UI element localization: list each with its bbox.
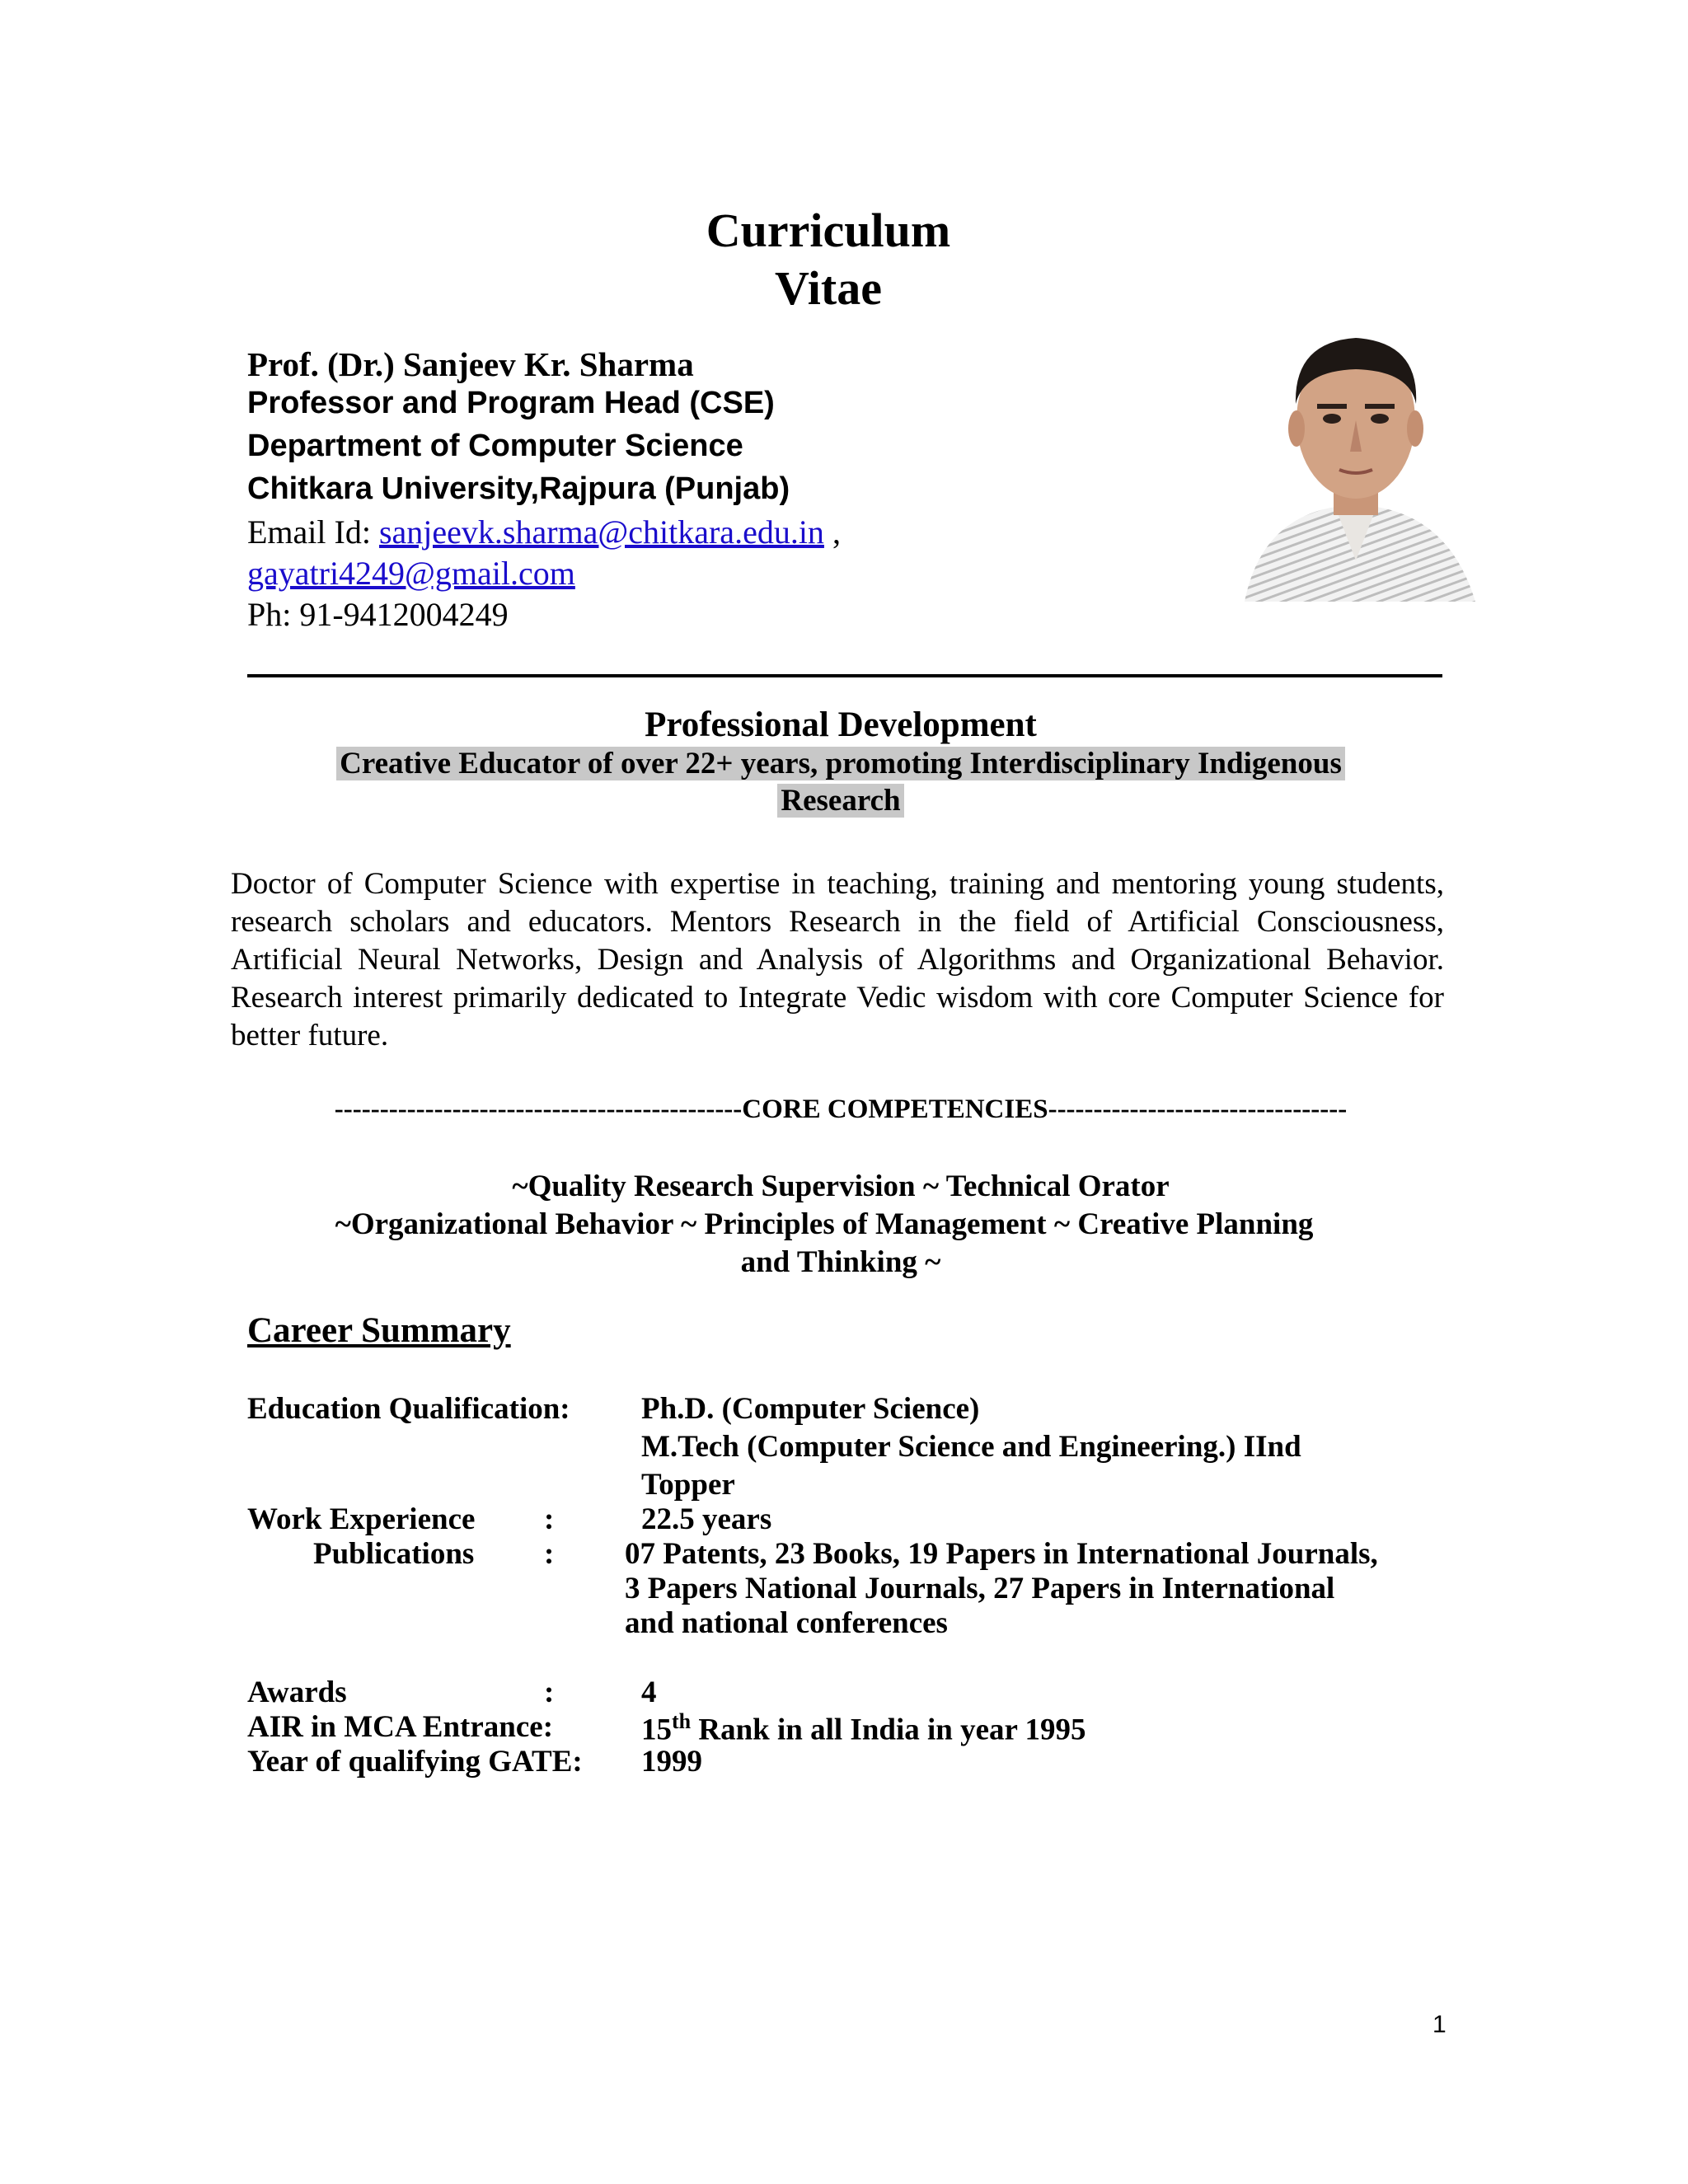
competency-line-3: and Thinking ~ [740,1245,941,1279]
work-experience-colon: : [544,1502,555,1536]
publications-colon: : [544,1537,555,1571]
phone-number: Ph: 91-9412004249 [247,596,509,633]
tagline-line-1-wrap [0,746,1681,781]
awards-value: 4 [641,1675,657,1709]
air-rank: 15 [641,1713,672,1747]
header-divider [247,674,1442,677]
email-separator: , [823,513,841,551]
profile-photo [1228,313,1484,602]
work-experience-label: Work Experience [247,1502,476,1536]
air-value [641,1709,1086,1747]
university: Chitkara University,Rajpura (Punjab) [247,471,790,506]
page-number: 1 [1432,2011,1447,2038]
email-line-2 [247,554,575,593]
email-line [247,513,841,551]
publications-line-2: 3 Papers National Journals, 27 Papers in International [625,1572,1335,1605]
gate-label: Year of qualifying GATE: [247,1745,583,1779]
work-experience-value: 22.5 years [641,1502,772,1536]
publications-line-1: 07 Patents, 23 Books, 19 Papers in International Journals, [625,1537,1378,1571]
section-title-career-summary: Career Summary [247,1311,511,1350]
air-rank-suffix: th [672,1709,692,1733]
air-rank-text: Rank in all India in year 1995 [691,1713,1086,1747]
email-link-primary[interactable]: sanjeevk.sharma@chitkara.edu.in [378,513,824,551]
gate-value: 1999 [641,1745,702,1779]
section-title-professional-development: Professional Development [645,705,1037,744]
air-label: AIR in MCA Entrance: [247,1710,554,1744]
publications-line-3: and national conferences [625,1606,948,1640]
department: Department of Computer Science [247,429,743,463]
tagline-line-2-wrap [0,783,1681,818]
awards-colon: : [544,1675,555,1709]
email-label: Email Id: [247,513,379,551]
competency-line-1: ~Quality Research Supervision ~ Technical Orator [512,1169,1170,1203]
competency-line-2: ~Organizational Behavior ~ Principles of Management ~ Creative Planning [335,1207,1314,1241]
title-line-1: Curriculum [706,204,951,257]
tagline-line-1: Creative Educator of over 22+ years, promoting Interdisciplinary Indigenous [336,747,1345,780]
education-mtech: M.Tech (Computer Science and Engineering.) IInd [641,1430,1301,1464]
person-name: Prof. (Dr.) Sanjeev Kr. Sharma [247,345,694,383]
tagline-line-2: Research [777,784,903,818]
education-topper: Topper [641,1468,735,1502]
title-line-2: Vitae [775,261,882,315]
education-phd: Ph.D. (Computer Science) [641,1392,980,1426]
core-competencies-heading: ---------------------------------------------CORE COMPETENCIES--------------------------------- [334,1094,1348,1124]
email-link-secondary[interactable]: gayatri4249@gmail.com [247,555,575,592]
education-label: Education Qualification: [247,1392,570,1426]
designation: Professor and Program Head (CSE) [247,386,775,420]
awards-label: Awards [247,1675,347,1709]
publications-label: Publications [313,1537,475,1571]
summary-paragraph: Doctor of Computer Science with expertise in teaching, training and mentoring young students, research scholars and educators. Mentors Research in the field of Artificial Consciousness, Artificial Neural Networks, Design and Analysis of Algorithms and Organizational Behavior. Research interest primarily dedicated to Integrate Vedic wisdom with core Computer Science for better future. [231,867,1444,1052]
